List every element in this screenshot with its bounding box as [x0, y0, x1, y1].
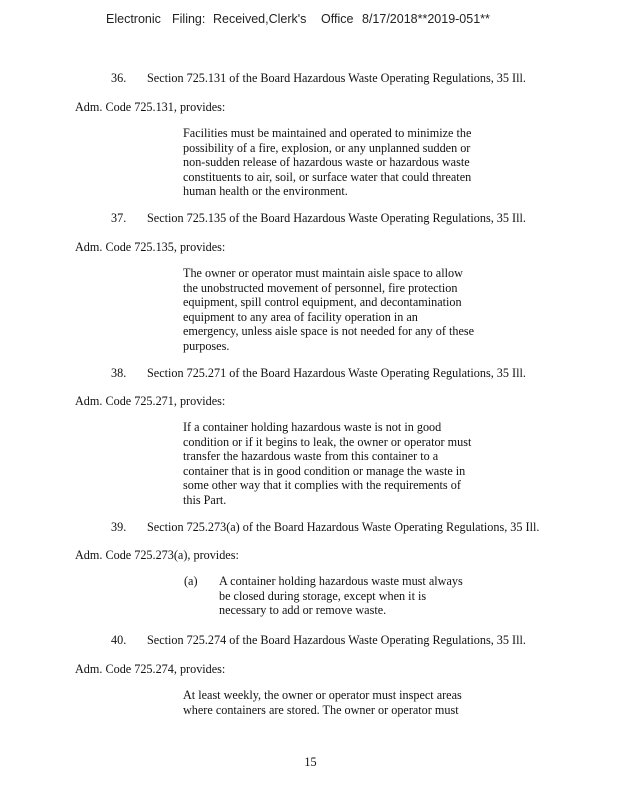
section-lead: Section 725.274 of the Board Hazardous Waste Operating Regulations, 35 Ill.	[147, 633, 526, 647]
quote-line: possibility of a fire, explosion, or any unplanned sudden or	[183, 140, 471, 155]
section-continuation: Adm. Code 725.135, provides:	[75, 240, 226, 254]
quote-line: purposes.	[183, 338, 230, 353]
quote-line: emergency, unless aisle space is not needed for any of these	[183, 324, 475, 339]
section-lead: Section 725.273(a) of the Board Hazardous Waste Operating Regulations, 35 Ill.	[147, 520, 540, 534]
quote-line: where containers are stored. The owner or operator must	[183, 702, 459, 717]
section-continuation: Adm. Code 725.273(a), provides:	[75, 548, 239, 562]
stamp-electronic: Electronic	[106, 12, 161, 26]
subsection-label: (a)	[184, 574, 198, 588]
block-quote	[219, 574, 463, 618]
quote-line: the unobstructed movement of personnel, fire protection	[183, 280, 458, 295]
quote-line: human health or the environment.	[183, 184, 348, 199]
stamp-filing: Filing:	[172, 12, 206, 26]
quote-line: equipment to any area of facility operation in an	[183, 309, 418, 324]
quote-line: A container holding hazardous waste must always	[219, 574, 463, 588]
quote-line: At least weekly, the owner or operator must inspect areas	[183, 688, 462, 702]
quote-line: some other way that it complies with the requirements of	[183, 478, 461, 493]
quote-line: necessary to add or remove waste.	[219, 603, 387, 618]
page-number: 15	[304, 755, 317, 769]
quote-line: transfer the hazardous waste from this container to a	[183, 449, 439, 464]
quote-line: be closed during storage, except when it is	[219, 588, 427, 603]
stamp-date: 8/17/2018**2019-051**	[362, 12, 490, 26]
quote-line: constituents to air, soil, or surface water that could threaten	[183, 169, 472, 184]
stamp-received: Received,Clerk's	[213, 12, 307, 26]
paragraph-number: 39.	[111, 520, 127, 534]
block-quote	[183, 266, 483, 354]
section-lead: Section 725.135 of the Board Hazardous Waste Operating Regulations, 35 Ill.	[147, 211, 526, 225]
section-lead: Section 725.271 of the Board Hazardous Waste Operating Regulations, 35 Ill.	[147, 366, 526, 380]
quote-line: container that is in good condition or manage the waste in	[183, 463, 466, 478]
paragraph-number: 38.	[111, 366, 127, 380]
section-continuation: Adm. Code 725.131, provides:	[75, 100, 226, 114]
quote-line: The owner or operator must maintain aisle space to allow	[183, 266, 463, 280]
paragraph-number: 37.	[111, 211, 127, 225]
block-quote	[183, 420, 483, 508]
block-quote	[183, 688, 483, 717]
quote-line: If a container holding hazardous waste is not in good	[183, 420, 442, 434]
section-continuation: Adm. Code 725.274, provides:	[75, 662, 226, 676]
section-continuation: Adm. Code 725.271, provides:	[75, 394, 226, 408]
quote-line: Facilities must be maintained and operated to minimize the	[183, 126, 472, 140]
paragraph-number: 40.	[111, 633, 127, 647]
stamp-office: Office	[321, 12, 354, 26]
section-lead: Section 725.131 of the Board Hazardous Waste Operating Regulations, 35 Ill.	[147, 71, 526, 85]
paragraph-number: 36.	[111, 71, 127, 85]
quote-line: this Part.	[183, 492, 227, 507]
block-quote	[183, 126, 483, 199]
quote-line: non-sudden release of hazardous waste or hazardous waste	[183, 155, 470, 170]
quote-line: equipment, spill control equipment, and decontamination	[183, 295, 462, 310]
quote-line: condition or if it begins to leak, the owner or operator must	[183, 434, 472, 449]
